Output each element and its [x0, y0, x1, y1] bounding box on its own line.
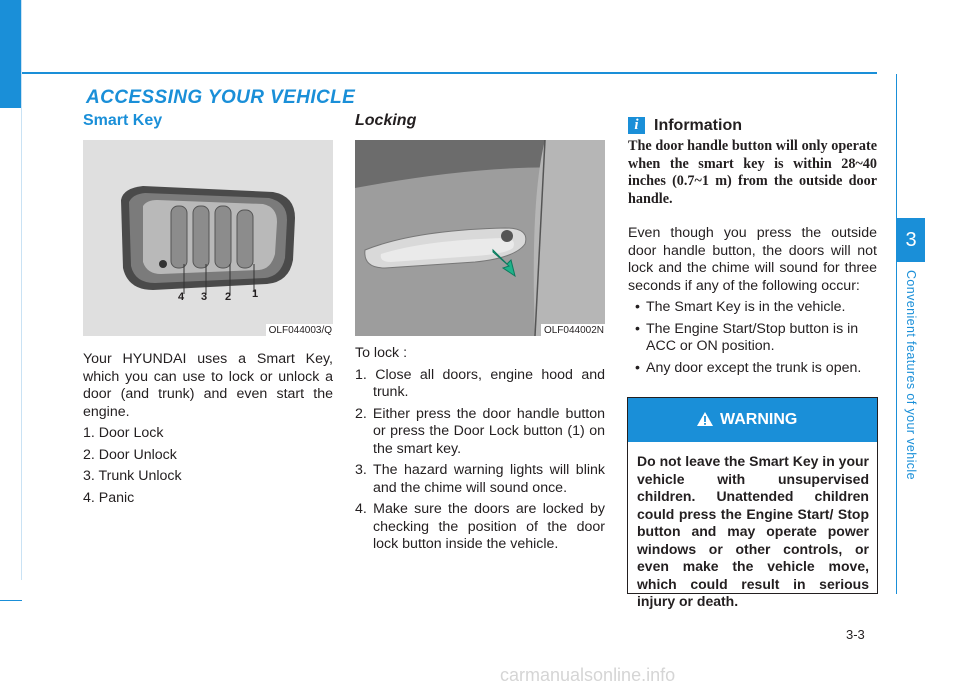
locking-step: 1. Close all doors, engine hood and trunk. — [355, 366, 605, 400]
info-icon: i — [628, 117, 645, 134]
figure-code: OLF044003/Q — [266, 324, 333, 336]
chapter-title — [898, 270, 924, 500]
smart-key-heading: Smart Key — [83, 112, 163, 129]
function-item: 3. Trunk Unlock — [83, 468, 182, 484]
smart-key-figure — [83, 140, 333, 336]
smart-key-illustration — [83, 140, 333, 336]
door-handle-figure — [355, 140, 605, 336]
locking-step: 3. The hazard warning lights will blink and the chime will sound once. — [355, 462, 605, 496]
smart-key-body — [83, 351, 333, 511]
callout-4: 4 — [178, 291, 185, 303]
info-bullets — [628, 299, 877, 377]
left-margin-tick — [0, 600, 22, 601]
watermark: carmanualsonline.info — [500, 665, 676, 685]
info-bullet: • Any door except the trunk is open. — [628, 360, 877, 378]
left-edge-tab — [0, 0, 21, 108]
warning-header — [628, 398, 877, 442]
function-item: 2. Door Unlock — [83, 446, 177, 463]
locking-step: 2. Either press the door handle button or press the Door Lock button (1) on the smart key. — [355, 405, 605, 457]
section-title: ACCESSING YOUR VEHICLE — [86, 87, 356, 108]
locking-body — [355, 345, 605, 558]
info-body — [628, 225, 877, 381]
function-item: 4. Panic — [83, 489, 135, 506]
page-number: 3-3 — [846, 627, 865, 642]
callout-3: 3 — [201, 291, 208, 303]
chapter-title-text: Convenient features of your vehicle — [904, 270, 918, 480]
left-margin-line — [21, 0, 22, 580]
info-bullet: • The Engine Start/Stop button is in ACC or ON position. — [628, 321, 877, 356]
warning-box — [627, 397, 878, 609]
locking-step: 4. Make sure the doors are locked by checking the position of the door lock button inside the vehicle. — [355, 501, 605, 552]
chapter-rule — [896, 74, 897, 594]
info-bullet: • The Smart Key is in the vehicle. — [628, 299, 877, 317]
locking-heading: Locking — [355, 112, 417, 129]
callout-1: 1 — [252, 288, 259, 300]
door-handle-illustration — [355, 140, 605, 336]
locking-intro: To lock : — [355, 345, 408, 361]
locking-steps — [355, 367, 605, 554]
figure-code: OLF044002N — [541, 324, 605, 336]
smart-key-intro: Your HYUNDAI uses a Smart Key, which you can use to lock or unlock a door (and trunk) and even start the engine. — [83, 351, 333, 420]
callout-2: 2 — [225, 291, 232, 303]
warning-triangle-icon — [696, 411, 714, 427]
header-rule — [22, 72, 877, 74]
info-paragraph: Even though you press the outside door handle button, the doors will not lock and the chime will sound for three seconds if any of the following occur: — [628, 225, 877, 294]
warning-label: WARNING — [720, 411, 798, 428]
function-item: 1. Door Lock — [83, 425, 164, 441]
chapter-number-tab: 3 — [897, 218, 925, 262]
info-heading: Information — [654, 117, 742, 134]
warning-text: Do not leave the Smart Key in your vehicle with unsupervised children. Unattended children could press the Engine Start/ Stop button and may operate power windows or other controls, or even make the vehicle move, which could result in serious injury or death. — [637, 453, 869, 609]
info-note: The door handle button will only operate when the smart key is within 28~40 inches (0.7~1 m) from the outside door handle. — [628, 138, 877, 207]
